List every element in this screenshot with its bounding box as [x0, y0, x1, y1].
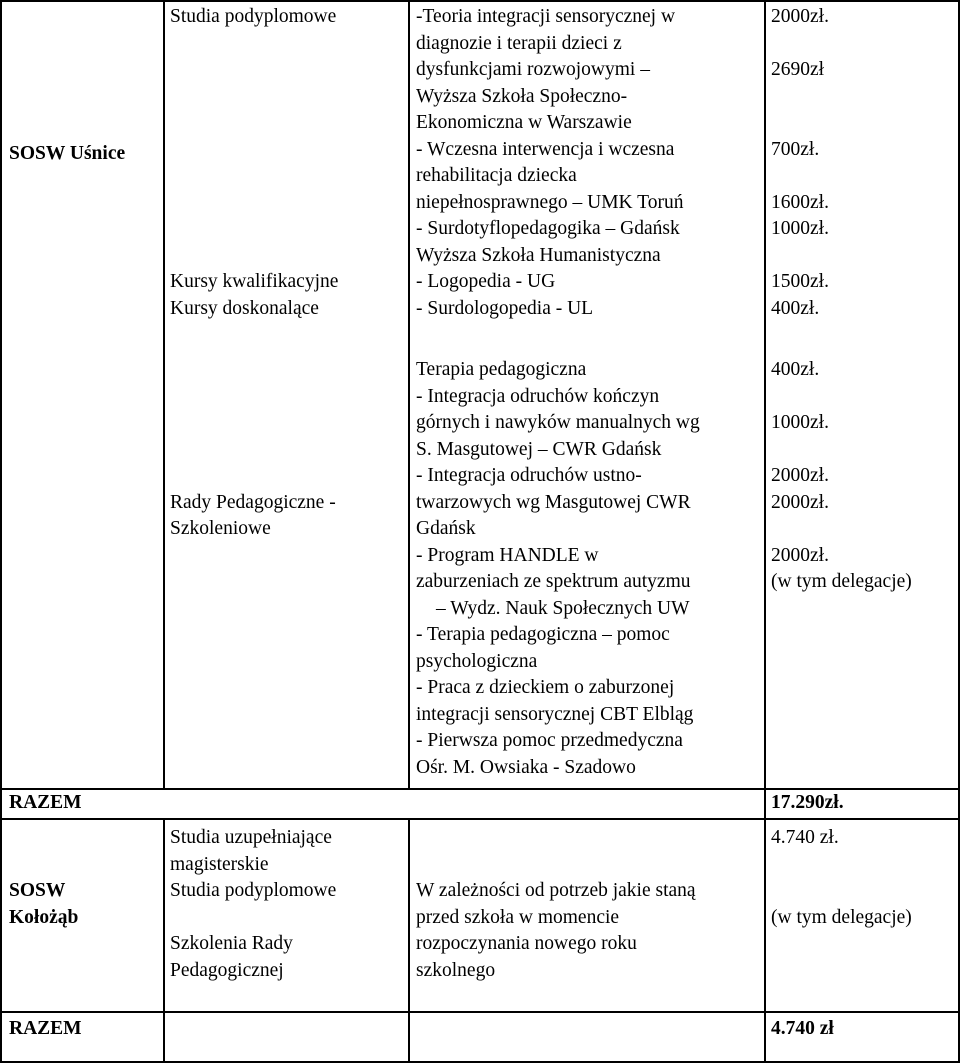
category-line: [170, 31, 338, 58]
course-line: zaburzeniach ze spektrum autyzmu: [416, 571, 691, 592]
category-line: [170, 437, 336, 464]
cost-line: 4.740 zł.: [771, 827, 839, 848]
category-cell: [170, 825, 336, 984]
cost-line: [771, 243, 829, 270]
category-line: Studia podyplomowe: [170, 880, 337, 901]
cost-line: 1000zł.: [771, 218, 829, 239]
category-line: [170, 110, 338, 137]
course-line: Gdańsk: [416, 518, 476, 539]
cost-line: [771, 852, 912, 879]
institution-name: [9, 878, 78, 931]
institution-line: Kołożąb: [9, 906, 79, 928]
cost-line: [771, 878, 912, 905]
category-line: [170, 216, 338, 243]
row-divider: [0, 1011, 960, 1013]
category-line: [170, 137, 338, 164]
table-border-bottom: [0, 1061, 960, 1063]
column-divider: [764, 0, 766, 1063]
table-border-top: [0, 0, 960, 2]
course-line: psychologiczna: [416, 650, 538, 672]
column-divider: [163, 0, 165, 788]
course-line: - Pierwsza pomoc przedmedyczna: [416, 730, 683, 751]
cost-line: 2690zł: [771, 59, 825, 80]
course-line: szkolnego: [416, 959, 496, 981]
cost-line: 1600zł.: [771, 191, 829, 213]
course-line: Wyższa Szkoła Społeczno-: [416, 85, 628, 107]
category-cell: [170, 357, 336, 543]
cost-line: 2000zł.: [771, 6, 829, 27]
total-value: 4.740 zł: [771, 1018, 834, 1039]
course-line: -Teoria integracji sensorycznej w: [416, 6, 676, 27]
category-line: [170, 57, 338, 84]
course-line: – Wydz. Nauk Społecznych UW: [436, 597, 690, 619]
course-line: Wyższa Szkoła Humanistyczna: [416, 244, 661, 266]
category-line: magisterskie: [170, 853, 269, 875]
category-line: [170, 357, 336, 384]
cost-line: 1000zł.: [771, 412, 829, 433]
column-divider: [163, 1011, 165, 1063]
category-line: [170, 463, 336, 490]
costs-cell: [771, 357, 912, 596]
category-line: [170, 190, 338, 217]
institution-line: SOSW: [9, 880, 66, 901]
course-line: diagnozie i terapii dzieci z: [416, 32, 622, 54]
category-line: [170, 410, 336, 437]
cost-line: [771, 516, 912, 543]
course-line: rehabilitacja dziecka: [416, 165, 577, 186]
category-line: Pedagogicznej: [170, 959, 284, 981]
course-line: Ekonomiczna w Warszawie: [416, 112, 632, 133]
cost-line: 700zł.: [771, 138, 820, 160]
total-label: RAZEM: [9, 792, 82, 813]
costs-cell: [771, 825, 912, 931]
category-cell: [170, 4, 338, 322]
cost-line: 400zł.: [771, 297, 820, 319]
course-line: - Wczesna interwencja i wczesna: [416, 138, 675, 160]
courses-cell: [416, 357, 700, 781]
category-line: [170, 905, 336, 932]
cost-line: [771, 163, 829, 190]
costs-cell: [771, 4, 829, 322]
cost-line: 2000zł.: [771, 465, 829, 486]
cost-line: [771, 437, 912, 464]
courses-cell: [416, 825, 696, 984]
category-line: Studia podyplomowe: [170, 6, 337, 27]
course-line: górnych i nawyków manualnych wg: [416, 412, 700, 433]
course-line: [416, 852, 696, 879]
course-line: - Logopedia - UG: [416, 271, 556, 292]
cost-line: (w tym delegacje): [771, 906, 912, 928]
courses-cell: [416, 4, 683, 322]
category-line: Szkolenia Rady: [170, 933, 293, 954]
cost-line: [771, 84, 829, 111]
category-line: Kursy doskonalące: [170, 297, 319, 319]
category-line: Szkoleniowe: [170, 518, 271, 539]
course-line: Ośr. M. Owsiaka - Szadowo: [416, 756, 636, 778]
category-line: Kursy kwalifikacyjne: [170, 271, 339, 292]
course-line: integracji sensorycznej CBT Elbląg: [416, 703, 694, 725]
course-line: - Surdotyflopedagogika – Gdańsk: [416, 218, 680, 239]
cost-line: [771, 31, 829, 58]
table-border-left: [0, 0, 2, 1063]
cost-line: 1500zł.: [771, 271, 829, 292]
category-line: [170, 163, 338, 190]
course-line: [416, 825, 696, 852]
category-line: Studia uzupełniające: [170, 827, 332, 848]
course-line: niepełnosprawnego – UMK Toruń: [416, 191, 684, 213]
course-line: - Surdologopedia - UL: [416, 297, 594, 319]
institution-name: SOSW Uśnice: [9, 143, 126, 164]
cost-line: 400zł.: [771, 359, 820, 380]
course-line: W zależności od potrzeb jakie staną: [416, 880, 696, 901]
column-divider: [408, 1011, 410, 1063]
cost-line: [771, 384, 912, 411]
cost-line: (w tym delegacje): [771, 571, 912, 592]
row-divider: [0, 818, 960, 820]
course-line: - Integracja odruchów ustno-: [416, 465, 642, 486]
column-divider: [408, 818, 410, 1011]
category-line: [170, 84, 338, 111]
course-line: - Program HANDLE w: [416, 544, 599, 566]
course-line: S. Masgutowej – CWR Gdańsk: [416, 438, 662, 460]
course-line: Terapia pedagogiczna: [416, 359, 587, 380]
total-value: 17.290zł.: [771, 792, 844, 813]
course-line: dysfunkcjami rozwojowymi –: [416, 59, 650, 80]
total-label: RAZEM: [9, 1018, 82, 1039]
category-line: Rady Pedagogiczne -: [170, 491, 336, 513]
course-line: rozpoczynania nowego roku: [416, 933, 637, 954]
course-line: przed szkoła w momencie: [416, 906, 620, 928]
course-line: - Integracja odruchów kończyn: [416, 385, 660, 407]
category-line: [170, 243, 338, 270]
cost-line: 2000zł.: [771, 491, 829, 513]
column-divider: [408, 0, 410, 788]
course-line: - Praca z dzieckiem o zaburzonej: [416, 677, 675, 698]
course-line: twarzowych wg Masgutowej CWR: [416, 491, 691, 513]
cost-line: 2000zł.: [771, 544, 829, 566]
cost-line: [771, 110, 829, 137]
course-line: - Terapia pedagogiczna – pomoc: [416, 624, 670, 645]
column-divider: [163, 818, 165, 1011]
category-line: [170, 384, 336, 411]
